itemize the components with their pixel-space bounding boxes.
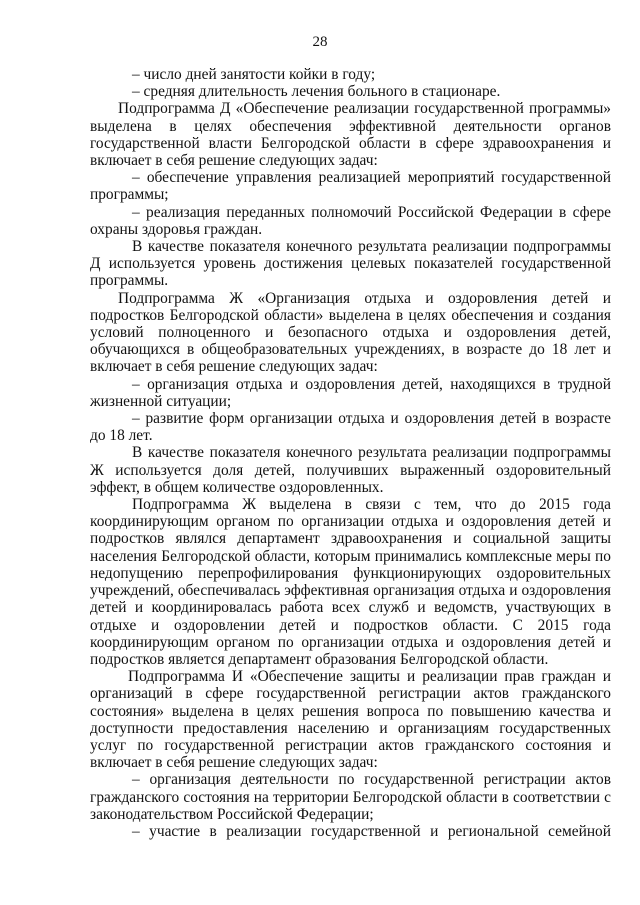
paragraph-subprogram-zh: Подпрограмма Ж «Организация отдыха и оздоровления детей и подростков Белгородской области» выделена в целях обеспечения и создания условий полноценного и безопасного отдыха и оздоровления детей, обучающихся в общеобразовательных учреждениях, в возрасте до 18 лет и включает в себя решение следующих задач: — [90, 289, 611, 376]
paragraph-subprogram-d: Подпрограмма Д «Обеспечение реализации государственной программы» выделена в целях обеспечения эффективной деятельности органов государственной власти Белгородской области в сфере здравоохранения и включает в себя решение следующих задач: — [90, 100, 611, 170]
list-item-zh-task-1: – организация отдыха и оздоровления детей, находящихся в трудной жизненной ситуации; — [90, 375, 611, 410]
list-item-d-task-2: – реализация переданных полномочий Российской Федерации в сфере охраны здоровья граждан. — [90, 203, 611, 238]
paragraph-subprogram-zh-history: Подпрограмма Ж выделена в связи с тем, что до 2015 года координирующим органом по организации отдыха и оздоровления детей и подростков являлся департамент здравоохранения и социальной защиты населения Белгородской области, которым принимались комплексные меры по недопущению перепрофилирования функционирующих оздоровительных учреждений, обеспечивалась эффективная организация отдыха и оздоровления детей и координировалась работа всех служб и ведомств, участвующих в отдыхе и оздоровлении детей и подростков области. С 2015 года координирующим органом по организации отдыха и оздоровления детей и подростков является департамент образования Белгородской области. — [90, 496, 611, 668]
paragraph-subprogram-d-indicator: В качестве показателя конечного результата реализации подпрограммы Д используется уровень достижения целевых показателей государственной программы. — [90, 238, 611, 290]
list-item-bed-occupancy: – число дней занятости койки в году; — [132, 66, 376, 83]
list-item-d-task-1: – обеспечение управления реализацией мероприятий государственной программы; — [90, 169, 611, 204]
list-item-i-task-1: – организация деятельности по государственной регистрации актов гражданского состояния на территории Белгородской области в соответствии с законодательством Российской Федерации; — [90, 771, 611, 823]
list-item-zh-task-2: – развитие форм организации отдыха и оздоровления детей в возрасте до 18 лет. — [90, 410, 611, 445]
list-item-i-task-2: – участие в реализации государственной и региональной семейной — [132, 822, 611, 840]
document-body — [90, 66, 611, 840]
paragraph-subprogram-i: Подпрограмма И «Обеспечение защиты и реализации прав граждан и организаций в сфере государственной регистрации актов гражданского состояния» выделена в целях решения вопроса по повышению качества и доступности предоставления населению и организациям государственных услуг по государственной регистрации актов гражданского состояния и включает в себя решение следующих задач: — [90, 668, 611, 772]
page-number: 28 — [312, 34, 328, 50]
list-item-treatment-duration: – средняя длительность лечения больного в стационаре. — [132, 83, 501, 101]
paragraph-subprogram-zh-indicator: В качестве показателя конечного результата реализации подпрограммы Ж используется доля детей, получивших выраженный оздоровительный эффект, в общем количестве оздоровленных. — [90, 444, 611, 496]
